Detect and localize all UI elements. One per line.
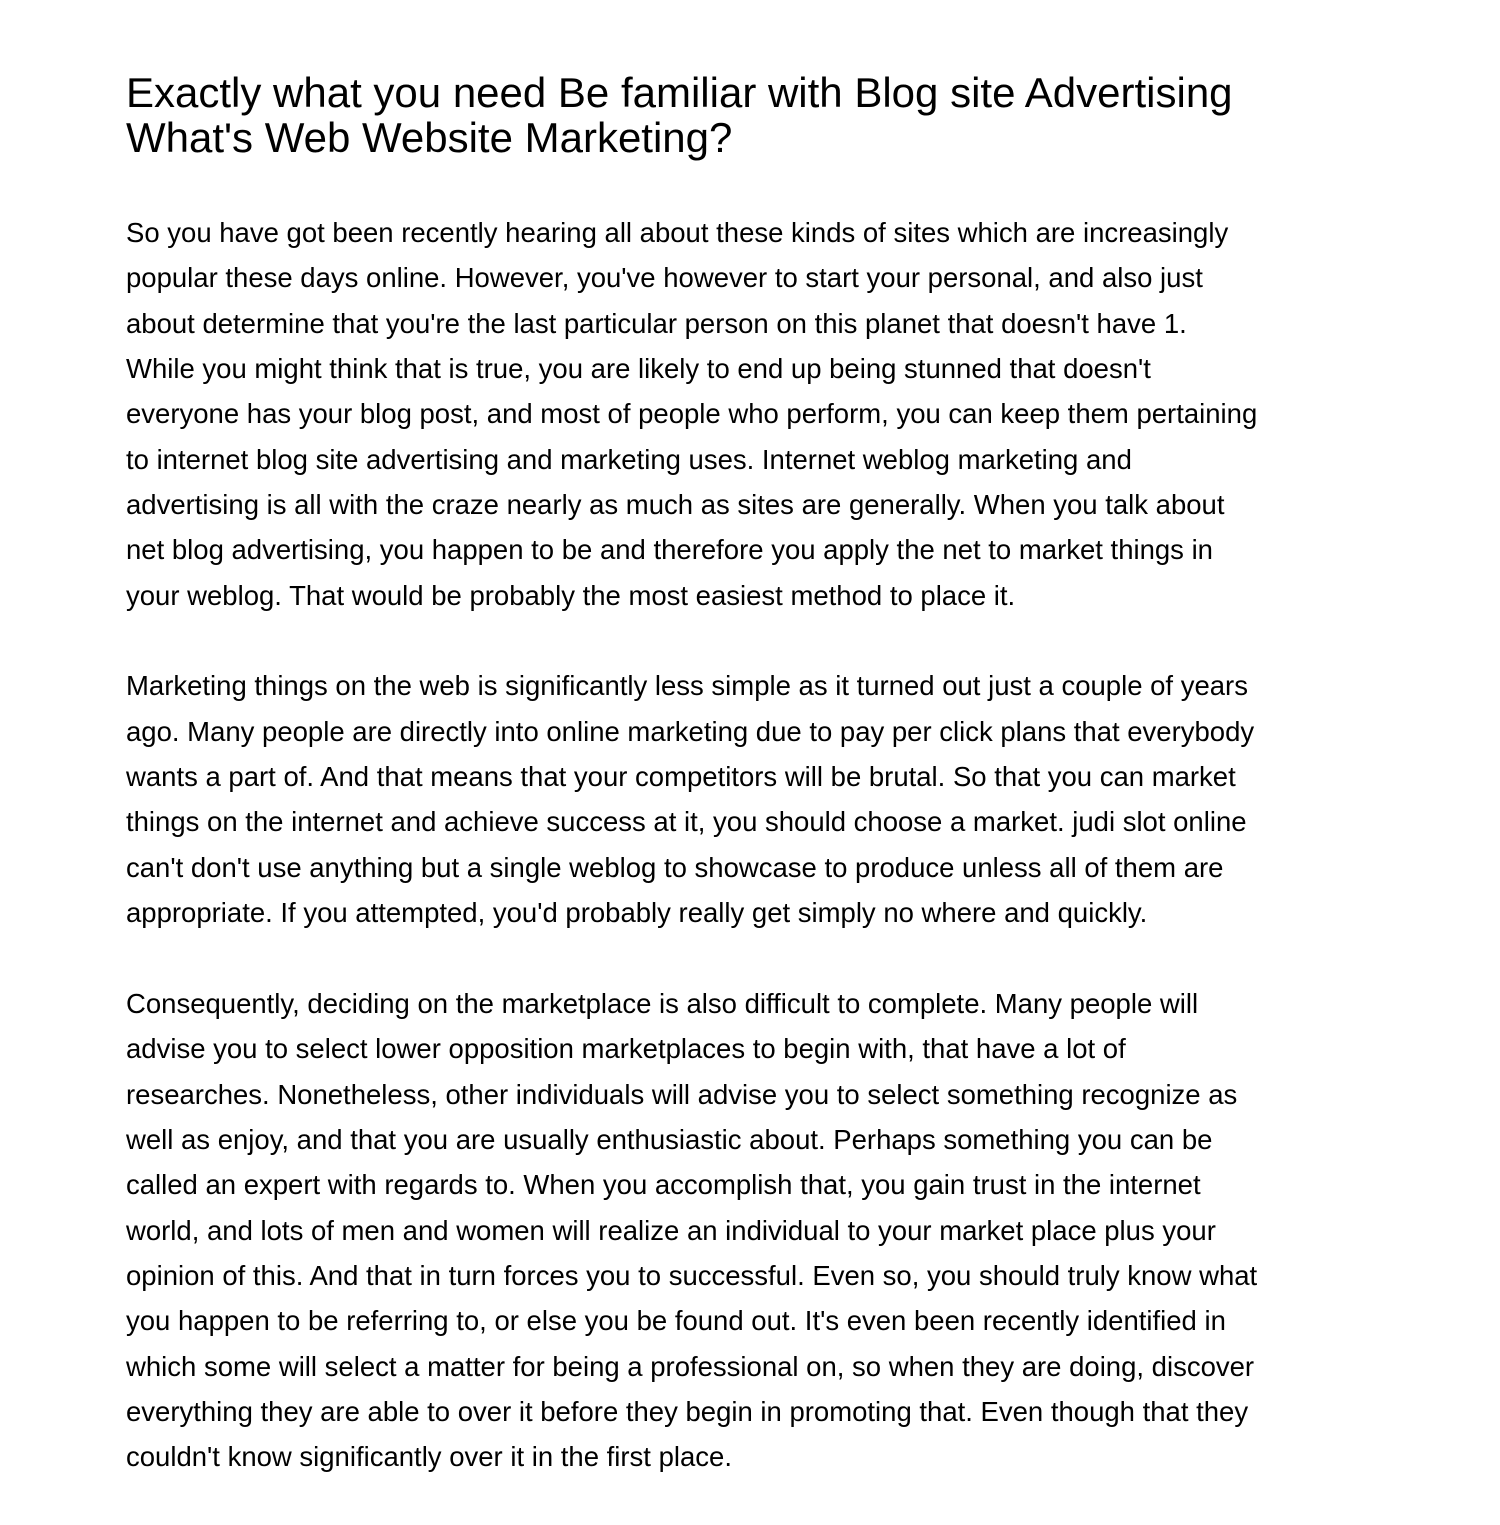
paragraph-line: advertising is all with the craze nearly as much as sites are generally. When you talk about bbox=[126, 489, 1225, 521]
paragraph-line: appropriate. If you attempted, you'd probably really get simply no where and quickly. bbox=[126, 897, 1148, 929]
paragraph-line: your weblog. That would be probably the most easiest method to place it. bbox=[126, 579, 1016, 611]
paragraph-line: about determine that you're the last particular person on this planet that doesn't have 1. bbox=[126, 307, 1187, 339]
paragraph-line: well as enjoy, and that you are usually enthusiastic about. Perhaps something you can be bbox=[126, 1123, 1213, 1155]
paragraph bbox=[126, 663, 1257, 935]
paragraph-line: ago. Many people are directly into online marketing due to pay per click plans that everybody bbox=[126, 715, 1255, 747]
title-line: Exactly what you need Be familiar with Blog site Advertising bbox=[126, 69, 1233, 116]
paragraph-line: everyone has your blog post, and most of people who perform, you can keep them pertaining bbox=[126, 398, 1258, 430]
paragraph-line: While you might think that is true, you are likely to end up being stunned that doesn't bbox=[126, 353, 1151, 385]
paragraph-line: can't don't use anything but a single weblog to showcase to produce unless all of them are bbox=[126, 851, 1224, 883]
paragraph-line: you happen to be referring to, or else you be found out. It's even been recently identified in bbox=[126, 1305, 1226, 1337]
paragraph-line: wants a part of. And that means that your competitors will be brutal. So that you can market bbox=[126, 761, 1236, 793]
document-body bbox=[126, 210, 1257, 1525]
paragraph-line: advise you to select lower opposition marketplaces to begin with, that have a lot of bbox=[126, 1033, 1126, 1065]
paragraph-line: which some will select a matter for being a professional on, so when they are doing, discover bbox=[126, 1350, 1255, 1382]
paragraph-line: everything they are able to over it before they begin in promoting that. Even though that they bbox=[126, 1395, 1249, 1427]
paragraph-line: to internet blog site advertising and marketing uses. Internet weblog marketing and bbox=[126, 443, 1132, 475]
paragraph-line: popular these days online. However, you've however to start your personal, and also just bbox=[126, 262, 1203, 294]
paragraph-line: researches. Nonetheless, other individuals will advise you to select something recognize as bbox=[126, 1078, 1238, 1110]
title-line: What's Web Website Marketing? bbox=[126, 114, 733, 161]
paragraph-line: opinion of this. And that in turn forces you to successful. Even so, you should truly know what bbox=[126, 1259, 1258, 1291]
paragraph-line: So you have got been recently hearing all about these kinds of sites which are increasingly bbox=[126, 217, 1229, 248]
paragraph-line: things on the internet and achieve success at it, you should choose a market. judi slot online bbox=[126, 806, 1247, 838]
document-title bbox=[126, 70, 1233, 160]
paragraph-line: called an expert with regards to. When you accomplish that, you gain trust in the internet bbox=[126, 1169, 1201, 1201]
paragraph-line: Marketing things on the web is significantly less simple as it turned out just a couple of years bbox=[126, 670, 1248, 702]
paragraph-line: world, and lots of men and women will realize an individual to your market place plus your bbox=[126, 1214, 1216, 1246]
paragraph bbox=[126, 981, 1257, 1480]
paragraph-line: net blog advertising, you happen to be and therefore you apply the net to market things in bbox=[126, 534, 1213, 566]
paragraph-line: couldn't know significantly over it in the first place. bbox=[126, 1441, 732, 1473]
paragraph-line: Consequently, deciding on the marketplace is also difficult to complete. Many people will bbox=[126, 987, 1199, 1019]
paragraph bbox=[126, 210, 1257, 618]
